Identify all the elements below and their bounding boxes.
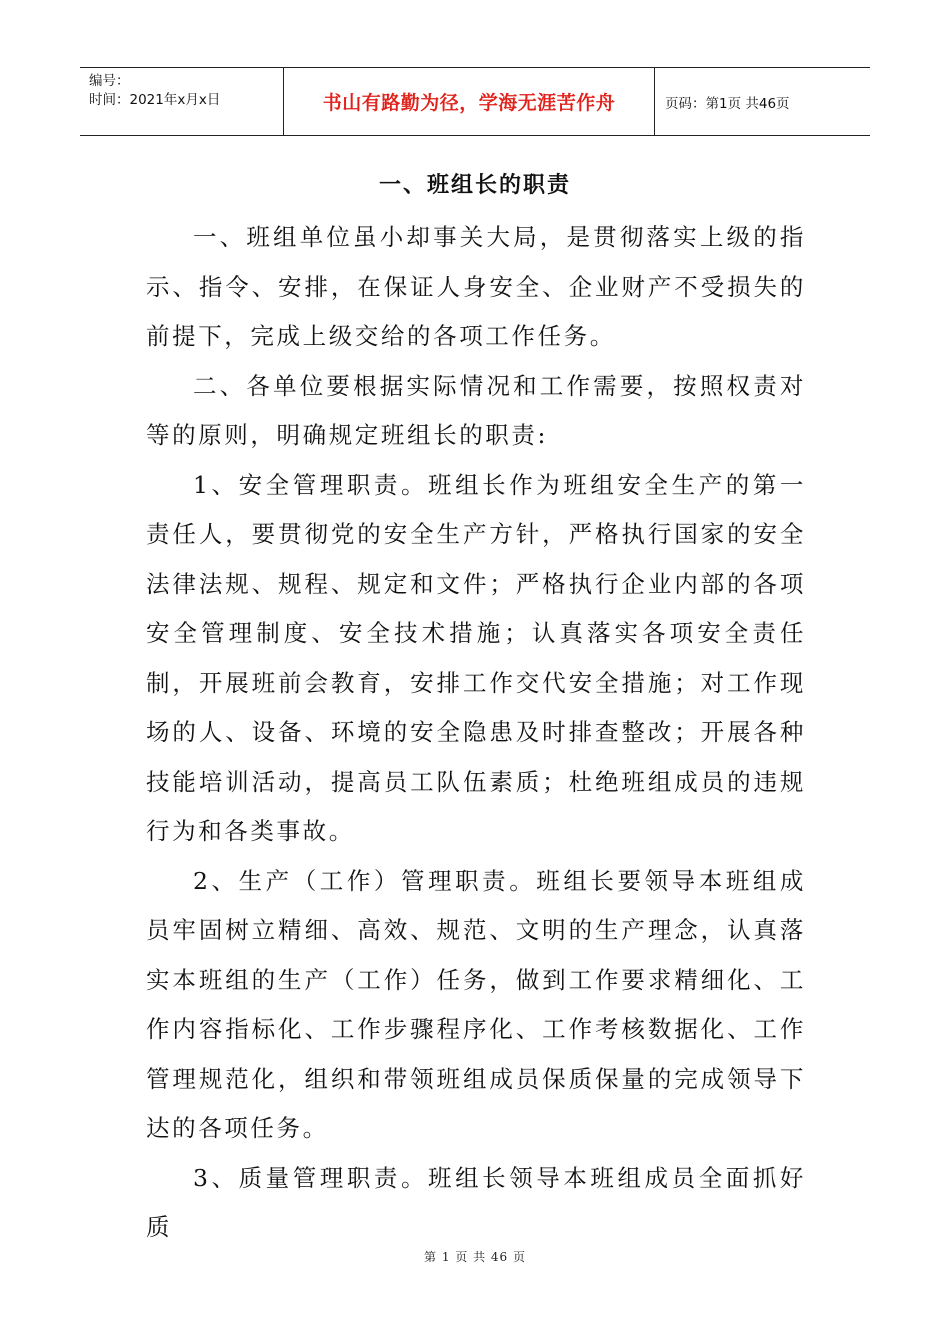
paragraph: 二、各单位要根据实际情况和工作需要，按照权责对等的原则，明确规定班组长的职责: [146,371,806,449]
header-page-info: 页码：第1页 共46页 [665,95,790,112]
paragraph: 一、班组单位虽小却事关大局，是贯彻落实上级的指示、指令、安排，在保证人身安全、企业财产不受损失的前提下，完成上级交给的各项工作任务。 [146,223,806,350]
header-table [80,67,870,136]
page-footer: 第 1 页 共 46 页 [424,1250,526,1264]
document-number-label: 编号： [89,73,130,89]
header-motto: 书山有路勤为径，学海无涯苦作舟 [322,92,616,114]
paragraph: 2、生产（工作）管理职责。班组长要领导本班组成员牢固树立精细、高效、规范、文明的生产理念，认真落实本班组的生产（工作）任务，做到工作要求精细化、工作内容指标化、工作步骤程序化、工作考核数据化、工作管理规范化，组织和带领班组成员保质保量的完成领导下达的各项任务。 [146,866,806,1142]
paragraph: 3、质量管理职责。班组长领导本班组成员全面抓好质 [146,1163,806,1241]
header-meta-cell [80,68,283,135]
header-motto-cell [283,68,655,135]
paragraph: 1、安全管理职责。班组长作为班组安全生产的第一责任人，要贯彻党的安全生产方针，严格执行国家的安全法律法规、规程、规定和文件；严格执行企业内部的各项安全管理制度、安全技术措施；认真落实各项安全责任制，开展班前会教育，安排工作交代安全措施；对工作现场的人、设备、环境的安全隐患及时排查整改；开展各种技能培训活动，提高员工队伍素质；杜绝班组成员的违规行为和各类事故。 [146,470,806,845]
document-body [146,213,806,1253]
header-page-cell [655,68,870,135]
document-date: 时间：2021年x月x日 [89,92,221,108]
document-title: 一、班组长的职责 [378,173,571,198]
